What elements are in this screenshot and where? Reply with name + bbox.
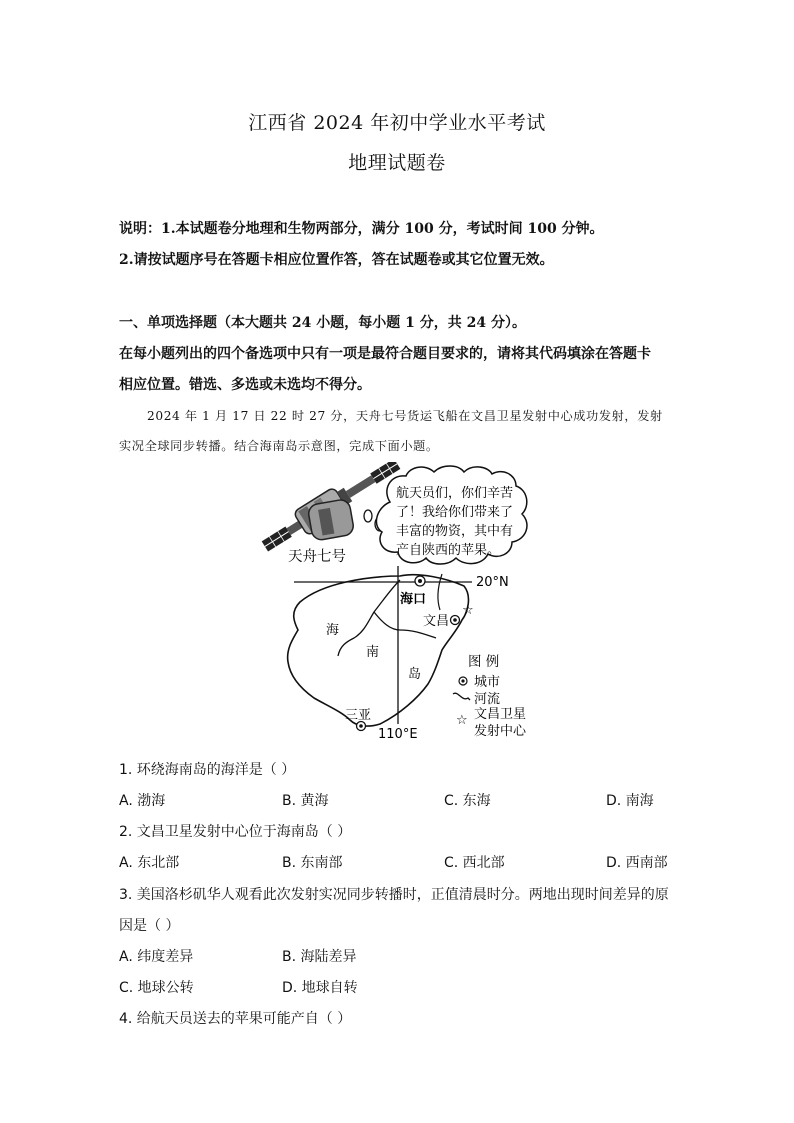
island-char-1: 海 (326, 623, 340, 638)
section-rule-line-2: 相应位置。错选、多选或未选均不得分。 (119, 377, 371, 393)
island-char-3: 岛 (408, 667, 422, 682)
latitude-label: 20°N (476, 575, 509, 590)
q3-option-c[interactable]: C. 地球公转 (119, 980, 194, 996)
speech-line-4: 产自陕西的苹果。 (396, 543, 501, 558)
legend-river-label: 河流 (474, 692, 501, 707)
longitude-label: 110°E (378, 727, 418, 742)
passage-line-2: 实况全球同步转播。结合海南岛示意图，完成下面小题。 (119, 439, 439, 453)
instruction-line-1: 说明：1.本试题卷分地理和生物两部分，满分 100 分，考试时间 100 分钟。 (119, 221, 604, 237)
city-haikou-label: 海口 (400, 592, 427, 607)
q2-option-b[interactable]: B. 东南部 (282, 855, 343, 871)
q1-option-d[interactable]: D. 南海 (606, 793, 654, 809)
legend-star-icon: ☆ (456, 713, 468, 728)
q2-option-a[interactable]: A. 东北部 (119, 855, 180, 871)
exam-subtitle: 地理试题卷 (348, 152, 446, 174)
q2-option-d[interactable]: D. 西南部 (606, 855, 668, 871)
q3-option-a[interactable]: A. 纬度差异 (119, 949, 194, 965)
speech-line-3: 丰富的物资，其中有 (396, 524, 514, 539)
question-2-stem: 2. 文昌卫星发射中心位于海南岛（ ） (119, 824, 352, 840)
spacecraft-label: 天舟七号 (288, 549, 346, 565)
hainan-map-figure (250, 462, 560, 752)
q1-option-a[interactable]: A. 渤海 (119, 793, 166, 809)
legend-title: 图 例 (468, 654, 500, 670)
city-haikou-icon (415, 576, 425, 586)
launch-center-star-icon: ☆ (462, 603, 474, 618)
question-4-stem: 4. 给航天员送去的苹果可能产自（ ） (119, 1011, 352, 1027)
q1-option-b[interactable]: B. 黄海 (282, 793, 329, 809)
legend-launch-label-2: 发射中心 (474, 724, 527, 739)
exam-title: 江西省 2024 年初中学业水平考试 (248, 112, 546, 134)
section-rule-line-1: 在每小题列出的四个备选项中只有一项是最符合题目要求的，请将其代码填涂在答题卡 (119, 346, 651, 362)
legend-city-label: 城市 (474, 675, 501, 690)
city-wenchang-label: 文昌 (423, 614, 450, 629)
city-sanya-label: 三亚 (345, 708, 372, 723)
legend-city-icon (459, 677, 467, 685)
river-north (438, 574, 442, 610)
question-3-stem-line-2: 因是（ ） (119, 918, 180, 934)
question-1-stem: 1. 环绕海南岛的海洋是（ ） (119, 762, 296, 778)
section-heading: 一、单项选择题（本大题共 24 小题，每小题 1 分，共 24 分）。 (119, 315, 526, 331)
q3-option-b[interactable]: B. 海陆差异 (282, 949, 357, 965)
q1-option-c[interactable]: C. 东海 (444, 793, 491, 809)
speech-line-2: 了！我给你们带来了 (396, 505, 514, 520)
island-char-2: 南 (366, 645, 380, 660)
q3-option-d[interactable]: D. 地球自转 (282, 980, 358, 996)
city-wenchang-icon (451, 616, 460, 625)
question-3-stem-line-1: 3. 美国洛杉矶华人观看此次发射实况同步转播时，正值清晨时分。两地出现时间差异的原 (119, 887, 669, 903)
instruction-line-2: 2.请按试题序号在答题卡相应位置作答，答在试题卷或其它位置无效。 (119, 252, 554, 268)
legend-river-icon (453, 693, 470, 700)
speech-line-1: 航天员们，你们辛苦 (396, 486, 514, 501)
q2-option-c[interactable]: C. 西北部 (444, 855, 505, 871)
legend-launch-label-1: 文昌卫星 (474, 707, 527, 722)
passage-line-1: 2024 年 1 月 17 日 22 时 27 分，天舟七号货运飞船在文昌卫星发射中心成功发射，发射 (147, 409, 663, 423)
